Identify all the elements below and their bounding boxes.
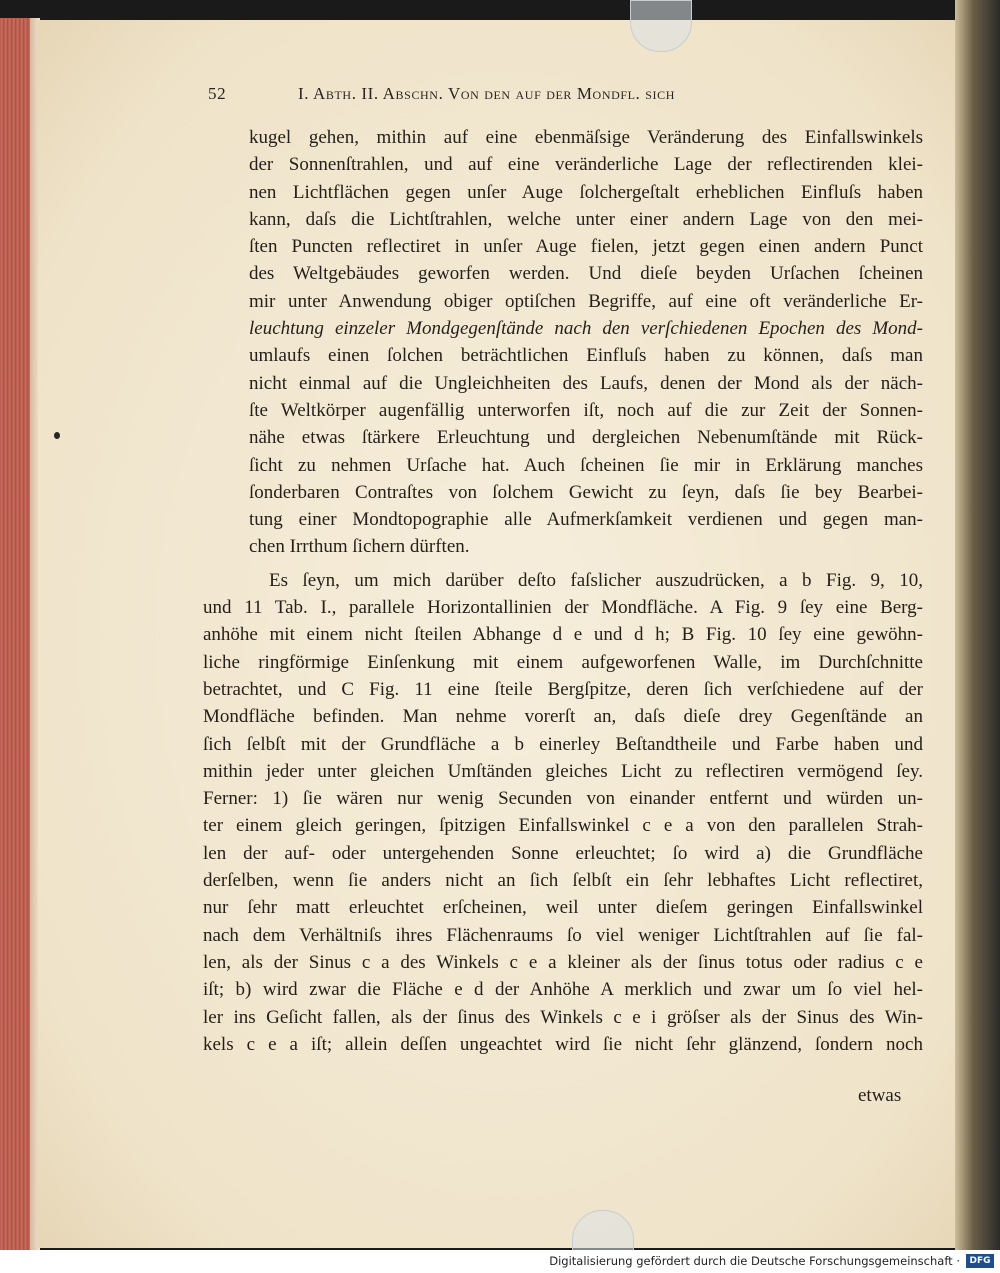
body-text [203, 124, 923, 1058]
text-line: Ferner: 1) ſie wären nur wenig Secunden von einander entfernt und würden un- [203, 788, 923, 810]
text-line: nach dem Verhältniſs ihres Flächenraums ſo viel weniger Lichtſtrahlen auf ſie fal- [203, 924, 923, 946]
text-line: ter einem gleich geringen, ſpitzigen Einfallswinkel c e a von den parallelen Strah- [203, 815, 923, 837]
text-line: umlaufs einen ſolchen beträchtlichen Einfluſs haben zu können, daſs man [249, 345, 923, 367]
text-line: kugel gehen, mithin auf eine ebenmäſsige Veränderung des Einfallswinkels [249, 127, 923, 148]
text-line: kels c e a iſt; allein deſſen ungeachtet wird ſie nicht ſehr glänzend, ſondern noch [203, 1033, 923, 1055]
funding-credit: Digitalisierung gefördert durch die Deutsche Forschungsgemeinschaft · [549, 1254, 960, 1268]
text-line: und 11 Tab. I., parallele Horizontallinien der Mondfläche. A Fig. 9 ſey eine Berg- [203, 597, 923, 619]
page-header [208, 84, 928, 112]
ink-spot [54, 432, 60, 439]
text-line: chen Irrthum ſichern dürften. [249, 536, 470, 558]
text-line: len, als der Sinus c a des Winkels c e a kleiner als der ſinus totus oder radius c e [203, 951, 923, 973]
text-line: nicht einmal auf die Ungleichheiten des Laufs, denen der Mond als der näch- [249, 372, 923, 394]
page-spine-shadow [955, 0, 1000, 1250]
text-line: mithin jeder unter gleichen Umſtänden gleiches Licht zu reflectiren vermögend ſey. [203, 760, 923, 782]
digitization-footer [0, 1250, 1000, 1273]
running-title: I. Abth. II. Abschn. Von den auf der Mondfl. sich [298, 84, 676, 103]
paragraph-1 [203, 124, 923, 561]
text-line: leuchtung einzeler Mondgegenſtände nach den verſchiedenen Epochen des Mond- [249, 318, 923, 340]
text-line: len der auf- oder untergehenden Sonne erleuchtet; ſo wird a) die Grundfläche [203, 842, 923, 864]
text-line: ſich ſelbſt mit der Grundfläche a b einerley Beſtandtheile und Farbe haben und [203, 733, 923, 755]
text-line: derſelben, wenn ſie anders nicht an ſich ſelbſt ein ſehr lebhaftes Licht reflectiret, [203, 870, 923, 892]
text-line: ſonderbaren Contraſtes von ſolchem Gewicht zu ſeyn, daſs ſie bey Bearbei- [249, 481, 923, 503]
text-line: liche ringförmige Einſenkung mit einem aufgeworfenen Walle, im Durchſchnitte [203, 651, 923, 673]
catchword: etwas [858, 1085, 902, 1106]
text-line: kann, daſs die Lichtſtrahlen, welche unter einer andern Lage von den mei- [249, 208, 923, 230]
text-line: nähe etwas ſtärkere Erleuchtung und dergleichen Nebenumſtände mit Rück- [249, 427, 923, 449]
text-line: iſt; b) wird zwar die Fläche e d der Anhöhe A merklich und zwar um ſo viel hel- [203, 979, 923, 1001]
text-line: tung einer Mondtopographie alle Aufmerkſamkeit verdienen und gegen man- [249, 509, 923, 531]
page-number: 52 [208, 84, 227, 103]
text-line: mir unter Anwendung obiger optiſchen Begriffe, auf eine oft veränderliche Er- [249, 290, 923, 312]
text-line: nur ſehr matt erleuchtet erſcheinen, weil unter dieſem geringen Einfallswinkel [203, 897, 923, 919]
text-line: des Weltgebäudes geworfen werden. Und dieſe beyden Urſachen ſcheinen [249, 263, 923, 285]
text-line: ler ins Geſicht fallen, als der ſinus des Winkels c e i gröſser als der Sinus des Win- [203, 1006, 923, 1028]
text-line: nen Lichtflächen gegen unſer Auge ſolchergeſtalt erheblichen Einfluſs haben [249, 181, 923, 203]
text-line: der Sonnenſtrahlen, und auf eine veränderliche Lage der reflectirenden klei- [249, 154, 923, 176]
text-line: ſte Weltkörper augenfällig unterworfen iſt, noch auf die zur Zeit der Sonnen- [249, 399, 923, 421]
dfg-logo: DFG [966, 1254, 994, 1268]
text-line: Es ſeyn, um mich darüber deſto faſslicher auszudrücken, a b Fig. 9, 10, [269, 569, 923, 591]
text-line: Mondfläche befinden. Man nehme vorerſt an, daſs dieſe drey Gegenſtände an [203, 706, 923, 728]
text-line: ſicht zu nehmen Urſache hat. Auch ſcheinen ſie mir in Erklärung manches [249, 454, 923, 476]
text-line: betrachtet, und C Fig. 11 eine ſteile Bergſpitze, deren ſich verſchiedene auf der [203, 678, 923, 700]
text-line: anhöhe mit einem nicht ſteilen Abhange d e und d h; B Fig. 10 ſey eine gewöhn- [203, 624, 923, 646]
paragraph-2 [203, 567, 923, 1058]
text-line: ſten Puncten reflectiret in unſer Auge fielen, jetzt gegen einen andern Punct [249, 236, 923, 258]
